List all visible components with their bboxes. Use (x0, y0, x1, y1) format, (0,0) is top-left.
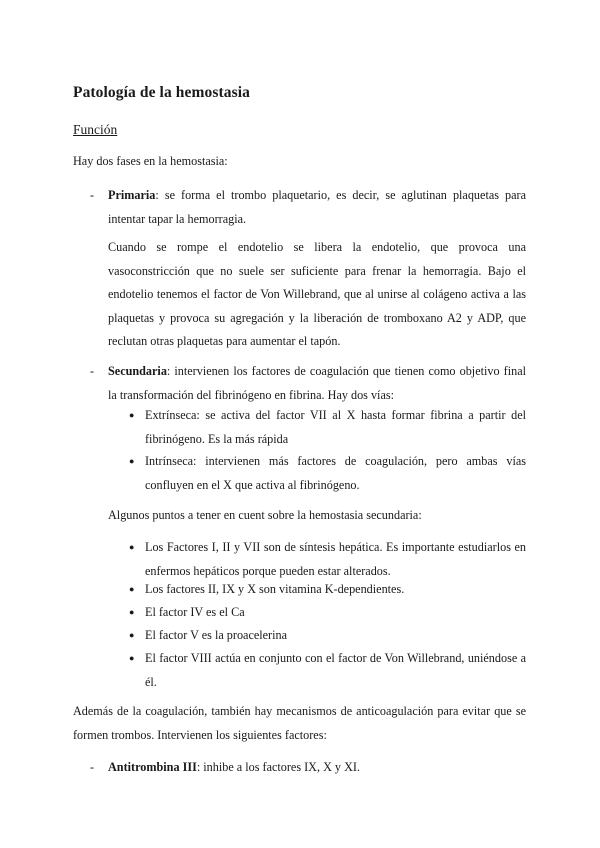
bullet-icon: ● (129, 607, 135, 617)
note-item: El factor V es la proacelerina (145, 628, 288, 642)
via-extrinseca: Extrínseca: se activa del factor VII al X hasta formar fibrina a partir del fibrinógeno. Es la más rápida (145, 408, 526, 446)
antitrombina-term: Antitrombina III (108, 760, 197, 774)
list-dash: - (90, 188, 95, 202)
secundaria-item (108, 360, 526, 407)
list-dash: - (90, 760, 95, 774)
bullet-icon: ● (129, 542, 135, 552)
primaria-text: : se forma el trombo plaquetario, es decir, se aglutinan plaquetas para intentar tapar la hemorragia. (108, 188, 526, 226)
antitrombina-text: : inhibe a los factores IX, X y XI. (196, 760, 360, 774)
bullet-icon: ● (129, 653, 135, 663)
note-item: Los Factores I, II y VII son de síntesis hepática. Es importante estudiarlos en enfermos hepáticos porque pueden estar alterados. (145, 540, 526, 578)
list-dash: - (90, 364, 95, 378)
primaria-item (108, 184, 526, 231)
intro-paragraph: Hay dos fases en la hemostasia: (73, 154, 228, 168)
secundaria-term: Secundaria (108, 364, 167, 378)
note-item: El factor IV es el Ca (145, 605, 245, 619)
bullet-icon: ● (129, 456, 135, 466)
bullet-icon: ● (129, 630, 135, 640)
primaria-detail: Cuando se rompe el endotelio se libera la endotelio, que provoca una vasoconstricción que no suele ser suficiente para frenar la hemorragia. Bajo el endotelio tenemos el factor de Von Willebrand, que al unirse al colágeno activa a las plaquetas y provoca su agregación y la liberación de tromboxano A2 y ADP, que reclutan otras plaquetas para aumentar el tapón. (108, 240, 526, 348)
anticoag-paragraph: Además de la coagulación, también hay mecanismos de anticoagulación para evitar que se formen trombos. Intervienen los siguientes factores: (73, 704, 526, 742)
antitrombina-item (108, 756, 526, 780)
bullet-icon: ● (129, 584, 135, 594)
secundaria-text: : intervienen los factores de coagulación que tienen como objetivo final la transformación del fibrinógeno en fibrina. Hay dos vías: (108, 364, 526, 402)
via-intrinseca: Intrínseca: intervienen más factores de coagulación, pero ambas vías confluyen en el X que activa al fibrinógeno. (145, 454, 526, 492)
bullet-icon: ● (129, 410, 135, 420)
note-item: El factor VIII actúa en conjunto con el factor de Von Willebrand, uniéndose a él. (145, 651, 526, 689)
note-item: Los factores II, IX y X son vitamina K-dependientes. (145, 582, 405, 596)
notes-intro: Algunos puntos a tener en cuent sobre la hemostasia secundaria: (108, 508, 422, 522)
page-title: Patología de la hemostasia (73, 84, 250, 101)
primaria-term: Primaria (108, 188, 156, 202)
section-heading: Función (73, 122, 118, 137)
